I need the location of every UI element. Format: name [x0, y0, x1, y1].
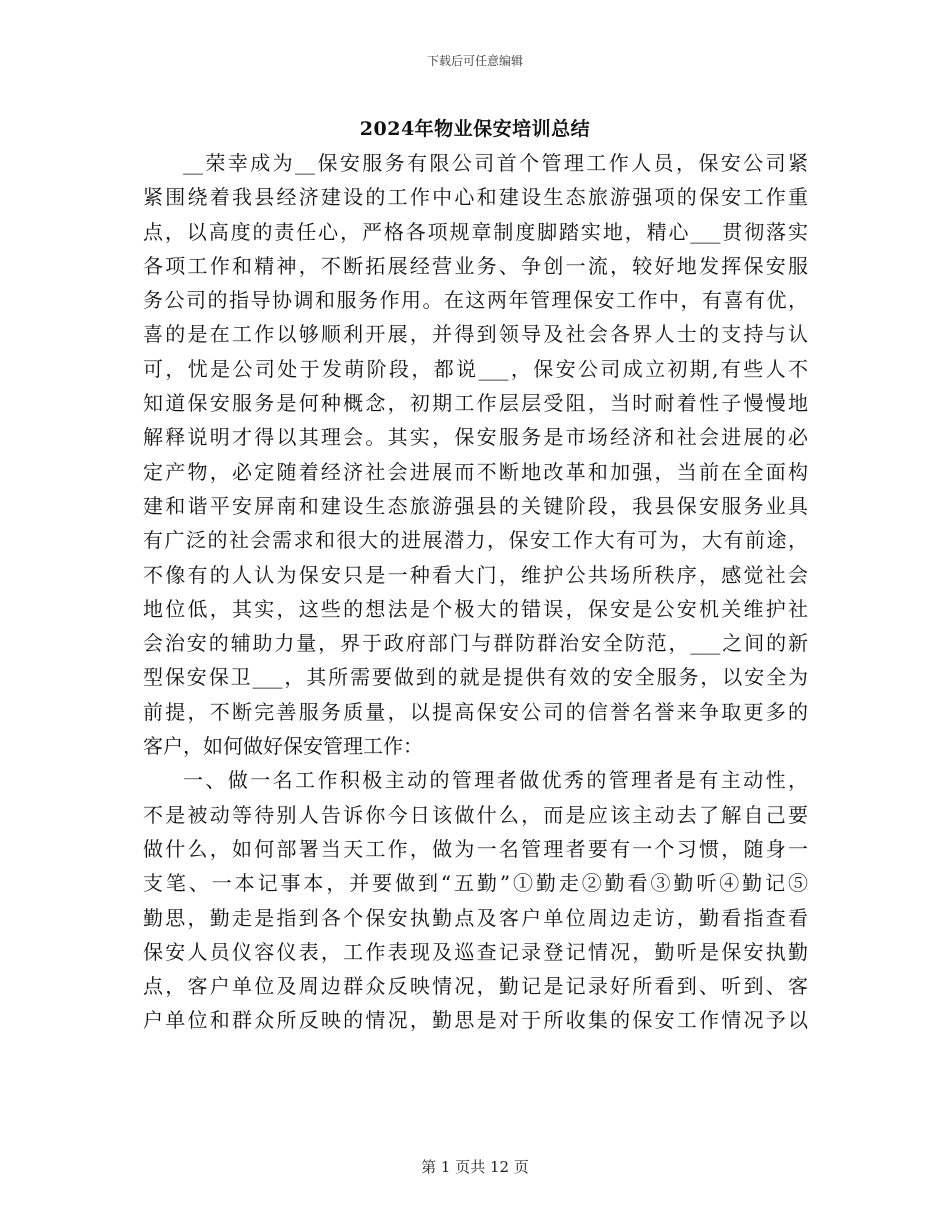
paragraph-1	[143, 146, 808, 763]
text-line: __荣幸成为__保安服务有限公司首个管理工作人员，保安公司紧	[183, 151, 808, 175]
text-line: 知道保安服务是何种概念，初期工作层层受阻，当时耐着性子慢慢地	[143, 391, 808, 416]
text-line: 有广泛的社会需求和很大的进展潜力，保安工作大有可为，大有前途，	[143, 528, 808, 553]
text-line: 地位低，其实，这些的想法是个极大的错误，保安是公安机关维护社	[143, 596, 808, 621]
text-line: 支笔、一本记事本，并要做到“五勤”①勤走②勤看③勤听④勤记⑤	[143, 871, 808, 896]
text-line: 做什么，如何部署当天工作，做为一名管理者要有一个习惯，随身一	[143, 836, 808, 861]
document-title: 2024年物业保安培训总结	[359, 118, 591, 140]
text-line: 点，客户单位及周边群众反映情况，勤记是记录好所看到、听到、客	[143, 974, 808, 999]
text-line: 定产物，必定随着经济社会进展而不断地改革和加强，当前在全面构	[143, 459, 808, 484]
paragraph-2	[143, 763, 808, 1037]
text-line: 不像有的人认为保安只是一种看大门，维护公共场所秩序，感觉社会	[143, 562, 808, 587]
text-line: 解释说明才得以其理会。其实，保安服务是市场经济和社会进展的必	[143, 425, 808, 450]
text-line: 喜的是在工作以够顺利开展，并得到领导及社会各界人士的支持与认	[143, 322, 808, 347]
text-line: 一、做一名工作积极主动的管理者做优秀的管理者是有主动性，	[183, 768, 808, 793]
text-line: 可，忧是公司处于发萌阶段，都说___，保安公司成立初期,有些人不	[143, 356, 808, 381]
page-header: 下载后可任意编辑	[426, 54, 523, 68]
page-footer: 第 1 页共 12 页	[421, 1158, 529, 1176]
text-line: 勤思，勤走是指到各个保安执勤点及客户单位周边走访，勤看指查看	[143, 905, 808, 930]
text-line: 紧围绕着我县经济建设的工作中心和建设生态旅游强项的保安工作重	[143, 185, 808, 210]
text-line: 不是被动等待别人告诉你今日该做什么，而是应该主动去了解自己要	[143, 802, 808, 827]
text-line: 建和谐平安屏南和建设生态旅游强县的关键阶段，我县保安服务业具	[143, 493, 808, 518]
text-line: 保安人员仪容仪表，工作表现及巡查记录登记情况，勤听是保安执勤	[143, 939, 808, 964]
text-line: 各项工作和精神，不断拓展经营业务、争创一流，较好地发挥保安服	[143, 253, 808, 278]
text-line: 点，以高度的责任心，严格各项规章制度脚踏实地，精心___贯彻落实	[143, 219, 808, 244]
text-line: 客户，如何做好保安管理工作：	[143, 734, 423, 759]
text-line: 会治安的辅助力量，界于政府部门与群防群治安全防范，___之间的新	[143, 631, 808, 656]
text-line: 型保安保卫___，其所需要做到的就是提供有效的安全服务，以安全为	[143, 665, 808, 690]
text-line: 务公司的指导协调和服务作用。在这两年管理保安工作中，有喜有优，	[143, 288, 808, 313]
text-line: 前提，不断完善服务质量，以提高保安公司的信誉名誉来争取更多的	[143, 699, 808, 724]
text-line: 户单位和群众所反映的情况，勤思是对于所收集的保安工作情况予以	[143, 1008, 808, 1033]
document-body	[143, 146, 808, 1038]
